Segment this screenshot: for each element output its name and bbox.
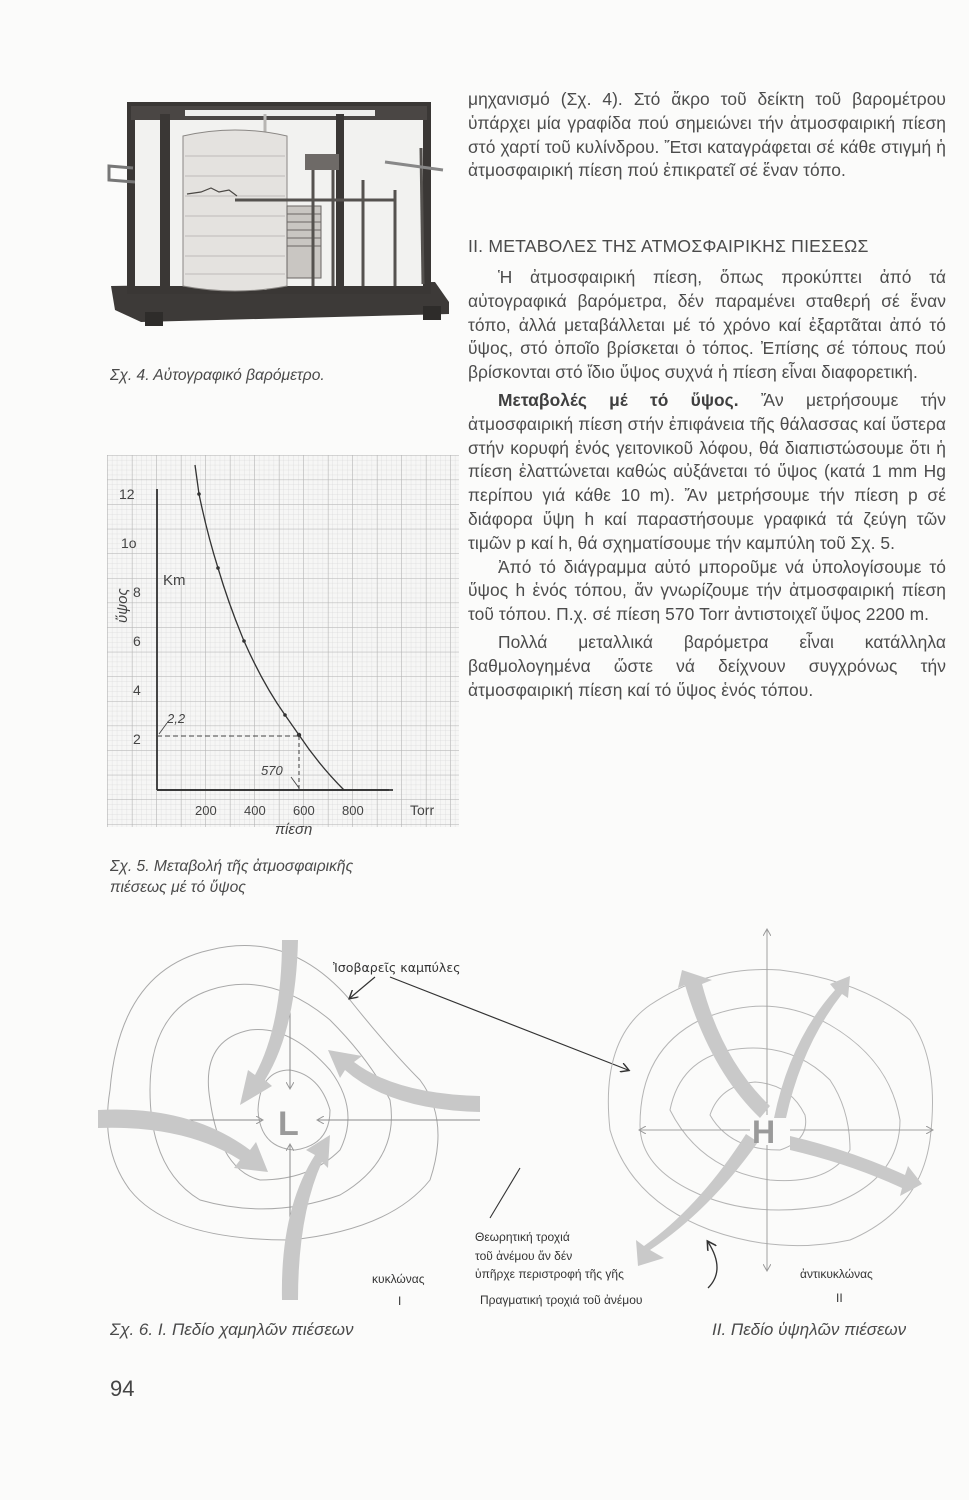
intro-text: μηχανισμό (Σχ. 4). Στό ἄκρο τοῦ δείκτη τοῦ βαρομέτρου ὑπάρχει μία γραφίδα πού σημειώνει τήν ἀτμοσφαιρική πίεση στό χαρτί τοῦ κυλίνδρου. Ἔτσι καταγράφεται σέ κάθε στιγμή ἡ ἀτμοσφαιρική πίεση πού ἐπικρατεῖ σέ ἕναν τόπο. bbox=[468, 89, 946, 181]
isobars-label: Ἰσοβαρεῖς καμπύλες bbox=[333, 960, 461, 975]
theoretical-path-label-2: τοῦ ἀνέμου ἄν δέν bbox=[475, 1249, 573, 1263]
figure-6-caption-left: Σχ. 6. I. Πεδίο χαμηλῶν πιέσεων bbox=[110, 1320, 354, 1339]
pressure-fields-diagram bbox=[90, 910, 950, 1310]
y-tick-12: 12 bbox=[119, 486, 135, 502]
annotation-pressure: 570 bbox=[261, 763, 283, 778]
y-tick-8: 8 bbox=[133, 584, 141, 600]
figure-6-caption-right: II. Πεδίο ὑψηλῶν πιέσεων bbox=[712, 1320, 907, 1339]
anticyclone-number: II bbox=[836, 1291, 843, 1305]
high-wind-arrows bbox=[636, 970, 922, 1266]
x-tick-600: 600 bbox=[293, 803, 315, 818]
paragraph-3: Ἀπό τό διάγραμμα αὐτό μποροῦμε νά ὑπολογίσουμε τό ὕψος h ἑνός τόπου, ἄν γνωρίζουμε τήν ἀτμοσφαιρική πίεση τοῦ τόπου. Π.χ. σέ πίεση 570 Torr ἀντιστοιχεῖ ὕψος 2200 m. bbox=[468, 556, 946, 625]
cyclone-number: I bbox=[398, 1294, 402, 1308]
paragraph-1: Ἡ ἀτμοσφαιρική πίεση, ὅπως προκύπτει ἀπό τά αὐτογραφικά βαρόμετρα, δέν παραμένει σταθερή σέ ἕναν τόπο, ἀλλά μεταβάλλεται μέ τό χρόνο καί ἐξαρτᾶται ἀπό τό ὕψος, στό ὁποῖο βρίσκεται ὁ τόπος. Ἐπίσης σέ τόπους πού βρίσκονται στό ἴδιο ὕψος συχνά ἡ πίεση εἶναι διαφορετική. bbox=[468, 267, 946, 383]
y-tick-10: 1o bbox=[121, 535, 137, 551]
y-tick-2: 2 bbox=[133, 731, 141, 747]
y-axis-label: ὕψος bbox=[114, 588, 131, 623]
paragraph-2-lead: Μεταβολές μέ τό ὕψος. bbox=[498, 389, 739, 410]
anticyclone-label: ἀντικυκλώνας bbox=[800, 1267, 873, 1281]
y-unit: Km bbox=[163, 572, 186, 589]
x-tick-200: 200 bbox=[195, 803, 217, 818]
theoretical-path-label-1: Θεωρητική τροχιά bbox=[475, 1230, 570, 1244]
x-axis-label: πίεση bbox=[275, 821, 313, 835]
high-center-label: H bbox=[752, 1114, 776, 1150]
y-tick-4: 4 bbox=[133, 682, 141, 698]
section-heading: II. ΜΕΤΑΒΟΛΕΣ ΤΗΣ ΑΤΜΟΣΦΑΙΡΙΚΗΣ ΠΙΕΣΕΩΣ bbox=[468, 236, 869, 256]
pressure-fields-svg bbox=[90, 910, 950, 1310]
figure-5-caption bbox=[110, 856, 353, 898]
y-tick-6: 6 bbox=[133, 633, 141, 649]
figure-5-caption-line2: πιέσεως μέ τό ὕψος bbox=[110, 879, 246, 896]
paragraph-2-body: Ἄν μετρήσουμε τήν ἀτμοσφαιρική πίεση στήν ἐπιφάνεια τῆς θάλασσας καί ὕστερα στήν κορυφή ἑνός γειτονικοῦ λόφου, θά διαπιστώσουμε ὅτι ἡ πίεση ἐλαττώνεται καθώς αὐξάνεται τό ὕψος (κατά 1 mm Hg περίπου γιά κάθε 10 m). Ἄν μετρήσουμε τήν πίεση p σέ διάφορα ὕψη h καί παραστήσουμε γραφικά τά ζεύγη τῶν τιμῶν p καί h, θά σχηματίσουμε τήν καμπύλη τοῦ Σχ. 5. bbox=[468, 389, 946, 553]
body-text bbox=[468, 266, 946, 702]
annotation-height: 2,2 bbox=[167, 711, 186, 726]
high-pressure-field bbox=[608, 969, 932, 1245]
barograph-illustration bbox=[105, 96, 455, 336]
paragraph-2 bbox=[468, 389, 946, 556]
figure-4-caption: Σχ. 4. Αὐτογραφικό βαρόμετρο. bbox=[110, 367, 325, 384]
figure-5-caption-line1: Σχ. 5. Μεταβολή τῆς ἀτμοσφαιρικῆς bbox=[110, 858, 354, 875]
x-unit: Torr bbox=[410, 802, 435, 818]
x-tick-800: 800 bbox=[342, 803, 364, 818]
low-center-label: L bbox=[278, 1105, 299, 1143]
chart-svg bbox=[107, 455, 463, 835]
pressure-altitude-chart bbox=[107, 455, 463, 835]
paragraph-4: Πολλά μεταλλικά βαρόμετρα εἶναι κατάλληλα βαθμολογημένα ὥστε νά δείχνουν συγχρόνως τήν ἀτμοσφαιρική πίεση καί τό ὕψος ἑνός τόπου. bbox=[468, 631, 946, 700]
x-tick-400: 400 bbox=[244, 803, 266, 818]
intro-paragraph bbox=[468, 88, 946, 183]
barograph-photo bbox=[105, 96, 455, 336]
theoretical-path-label-3: ὑπῆρχε περιστροφή τῆς γῆς bbox=[475, 1267, 624, 1281]
actual-path-label: Πραγματική τροχιά τοῦ ἀνέμου bbox=[480, 1293, 643, 1307]
cyclone-label: κυκλώνας bbox=[372, 1272, 425, 1286]
page-number: 94 bbox=[110, 1376, 135, 1401]
